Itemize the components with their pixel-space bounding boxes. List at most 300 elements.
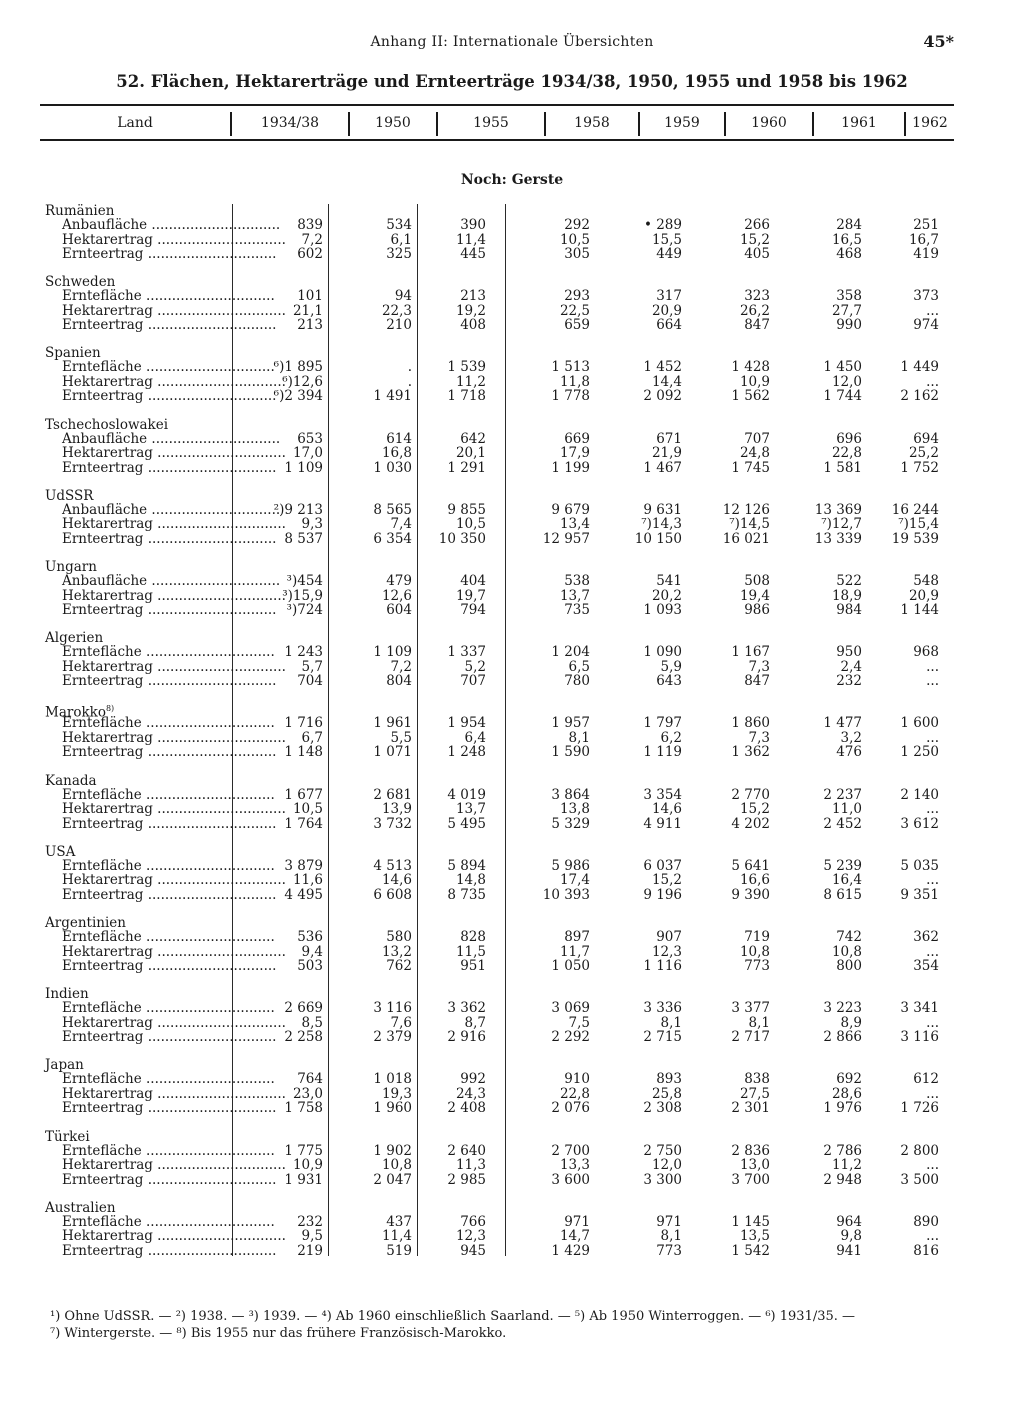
value-cell: 642 <box>460 430 486 447</box>
value-cell: 12,3 <box>651 943 682 960</box>
value-cell: 719 <box>744 929 770 945</box>
country-name-text: UdSSR <box>45 487 94 504</box>
value-cell: 19 539 <box>891 530 939 547</box>
column-separator <box>724 112 726 136</box>
footnote-marker: 8) <box>105 704 115 714</box>
value-cell: 5 329 <box>551 815 590 832</box>
top-rule <box>40 104 954 106</box>
value-cell: 1 752 <box>900 459 939 476</box>
value-cell: 971 <box>656 1213 682 1230</box>
value-cell: 986 <box>744 602 770 618</box>
value-cell: 519 <box>386 1242 412 1259</box>
value-cell: 9 390 <box>731 886 770 903</box>
value-cell: 3 377 <box>731 1000 770 1017</box>
value-cell: 5,5 <box>390 729 412 746</box>
value-cell: 773 <box>744 958 770 974</box>
value-cell: 7,6 <box>390 1014 412 1031</box>
value-cell: 1 677 <box>284 786 323 803</box>
leader-dots: .............................. <box>143 1171 277 1188</box>
value-cell: • 289 <box>643 217 682 233</box>
value-cell: 1 764 <box>284 815 323 832</box>
column-header-year: 1959 <box>664 115 700 131</box>
value-cell: 437 <box>386 1213 412 1230</box>
value-cell: 8,1 <box>568 729 590 746</box>
leader-dots: .............................. <box>152 1157 286 1174</box>
value-cell: ... <box>926 1014 939 1031</box>
value-cell: 3,2 <box>840 729 862 746</box>
value-cell: 2 681 <box>373 786 412 803</box>
value-cell: ³)724 <box>286 602 323 618</box>
country-block <box>0 560 1024 624</box>
leader-dots: .............................. <box>141 1071 275 1088</box>
measure-label-text: Erntefläche <box>62 857 142 874</box>
value-cell: 16,8 <box>381 445 412 462</box>
value-cell: 3 354 <box>643 786 682 803</box>
value-cell: 742 <box>836 929 862 945</box>
value-cell: 1 119 <box>643 744 682 761</box>
value-cell: 19,7 <box>455 587 486 604</box>
value-cell: 292 <box>564 217 590 233</box>
value-cell: 8 565 <box>373 501 412 518</box>
value-cell: 1 429 <box>551 1242 590 1259</box>
value-cell: 27,5 <box>739 1085 770 1102</box>
value-cell: 7,2 <box>301 231 323 248</box>
value-cell: 9 855 <box>447 501 486 518</box>
value-cell: 419 <box>913 246 939 262</box>
value-cell: 8,1 <box>660 1014 682 1031</box>
measure-label-text: Hektarertrag <box>62 516 153 533</box>
measure-label-text: Hektarertrag <box>62 729 153 746</box>
value-cell: 19,2 <box>455 302 486 319</box>
value-cell: 10,5 <box>292 801 323 818</box>
value-cell: 9 631 <box>643 501 682 518</box>
value-cell: 2 948 <box>823 1171 862 1188</box>
value-cell: 1 513 <box>551 359 590 376</box>
value-cell: 3 732 <box>373 815 412 832</box>
value-cell: 11,4 <box>455 231 486 248</box>
running-head: Anhang II: Internationale Übersichten <box>370 34 654 50</box>
value-cell: 12,6 <box>381 587 412 604</box>
value-cell: 476 <box>836 744 862 761</box>
value-cell: 4 202 <box>731 815 770 832</box>
value-cell: 548 <box>913 573 939 589</box>
country-name-text: USA <box>45 843 76 860</box>
value-cell: 10 393 <box>542 886 590 903</box>
value-cell: 1 362 <box>731 744 770 761</box>
value-cell: ³)15,9 <box>282 587 323 604</box>
country-name-text: Rumänien <box>45 203 115 219</box>
value-cell: 1 144 <box>900 602 939 618</box>
measure-label-text: Ernteertrag <box>62 1029 144 1046</box>
value-cell: 305 <box>564 246 590 262</box>
value-cell: 990 <box>836 317 862 334</box>
value-cell: 101 <box>297 288 323 305</box>
section-label: Noch: Gerste <box>460 172 564 188</box>
leader-dots: .............................. <box>141 929 275 945</box>
value-cell: . <box>407 373 412 390</box>
value-cell: 1 976 <box>823 1100 862 1117</box>
value-cell: 735 <box>564 602 590 618</box>
value-cell: 5 894 <box>447 857 486 874</box>
value-cell: 696 <box>836 430 862 447</box>
measure-label <box>62 530 277 547</box>
value-cell: 6,2 <box>660 729 682 746</box>
value-cell: 2 379 <box>373 1029 412 1046</box>
value-cell: ... <box>926 729 939 746</box>
country-name-text: Tschechoslowakei <box>45 416 169 433</box>
column-header-year: 1961 <box>841 115 877 131</box>
value-cell: 23,0 <box>292 1085 323 1102</box>
country-name-text: Indien <box>45 986 89 1003</box>
value-cell: 694 <box>913 430 939 447</box>
value-cell: 538 <box>564 573 590 589</box>
value-cell: 325 <box>386 246 412 262</box>
value-cell: 1 716 <box>284 715 323 732</box>
value-cell: ⁷)14,5 <box>729 516 770 533</box>
value-cell: 3 223 <box>823 1000 862 1017</box>
value-cell: 266 <box>744 217 770 233</box>
measure-label-text: Ernteertrag <box>62 958 144 974</box>
value-cell: 8,1 <box>748 1014 770 1031</box>
value-cell: 1 109 <box>373 644 412 661</box>
leader-dots: .............................. <box>141 1213 275 1230</box>
value-cell: 293 <box>564 288 590 305</box>
leader-dots: .............................. <box>152 516 286 533</box>
value-cell: 13 339 <box>814 530 862 547</box>
value-cell: 508 <box>744 573 770 589</box>
column-header-year: 1950 <box>375 115 411 131</box>
measure-label-text: Ernteertrag <box>62 602 144 618</box>
value-cell: 1 167 <box>731 644 770 661</box>
leader-dots: .............................. <box>143 388 277 405</box>
value-cell: 5 986 <box>551 857 590 874</box>
value-cell: ... <box>926 373 939 390</box>
measure-label <box>62 1014 286 1031</box>
value-cell: 13,9 <box>381 801 412 818</box>
leader-dots: .............................. <box>147 501 281 518</box>
value-cell: 3 362 <box>447 1000 486 1017</box>
value-cell: 1 954 <box>447 715 486 732</box>
column-separator <box>544 112 546 136</box>
value-cell: 213 <box>297 317 323 334</box>
leader-dots: .............................. <box>141 359 275 376</box>
value-cell: 5,2 <box>464 658 486 675</box>
value-cell: 20,2 <box>651 587 682 604</box>
leader-dots: .............................. <box>143 530 277 547</box>
country-block <box>0 702 1024 766</box>
value-cell: ... <box>926 943 939 960</box>
measure-label <box>62 673 277 690</box>
value-cell: ⁷)15,4 <box>898 516 939 533</box>
country-name <box>45 1130 90 1144</box>
value-cell: 6,4 <box>464 729 486 746</box>
country-name <box>45 1201 116 1215</box>
measure-label-text: Ernteertrag <box>62 1242 144 1259</box>
value-cell: 669 <box>564 430 590 447</box>
value-cell: 4 019 <box>447 786 486 803</box>
value-cell: 9,5 <box>301 1228 323 1245</box>
measure-label-text: Anbaufläche <box>62 573 148 589</box>
measure-label <box>62 929 275 945</box>
value-cell: 9 679 <box>551 501 590 518</box>
value-cell: 1 291 <box>447 459 486 476</box>
value-cell: 536 <box>297 929 323 945</box>
value-cell: 1 957 <box>551 715 590 732</box>
country-name-text: Ungarn <box>45 559 97 575</box>
value-cell: 707 <box>460 673 486 690</box>
value-cell: 21,1 <box>292 302 323 319</box>
measure-label-text: Ernteertrag <box>62 744 144 761</box>
measure-label <box>62 587 286 604</box>
measure-label-text: Ernteertrag <box>62 388 144 405</box>
value-cell: 16,7 <box>908 231 939 248</box>
country-name <box>45 987 89 1001</box>
value-cell: 1 961 <box>373 715 412 732</box>
value-cell: 522 <box>836 573 862 589</box>
measure-label-text: Ernteertrag <box>62 815 144 832</box>
value-cell: 232 <box>836 673 862 690</box>
value-cell: 219 <box>297 1242 323 1259</box>
value-cell: 6,1 <box>390 231 412 248</box>
country-block <box>0 845 1024 909</box>
value-cell: 468 <box>836 246 862 262</box>
value-cell: 6,7 <box>301 729 323 746</box>
measure-label <box>62 602 277 618</box>
value-cell: 3 069 <box>551 1000 590 1017</box>
leader-dots: .............................. <box>141 1142 275 1159</box>
footnote-line: ¹) Ohne UdSSR. — ²) 1938. — ³) 1939. — ⁴) Ab 1960 einschließlich Saarland. — ⁵) Ab 1950 Winterroggen. — ⁶) 1931/35. — <box>50 1309 856 1324</box>
value-cell: 10,5 <box>455 516 486 533</box>
leader-dots: .............................. <box>143 744 277 761</box>
country-name-text: Schweden <box>45 274 116 291</box>
value-cell: ³)454 <box>286 573 323 589</box>
value-cell: 1 148 <box>284 744 323 761</box>
value-cell: 2 750 <box>643 1142 682 1159</box>
country-name <box>45 346 101 360</box>
measure-label-text: Hektarertrag <box>62 587 153 604</box>
measure-label <box>62 459 277 476</box>
leader-dots: .............................. <box>143 673 277 690</box>
value-cell: 16 021 <box>722 530 770 547</box>
value-cell: 1 902 <box>373 1142 412 1159</box>
value-cell: 10 150 <box>634 530 682 547</box>
value-cell: 9,4 <box>301 943 323 960</box>
measure-label-text: Hektarertrag <box>62 943 153 960</box>
value-cell: 1 758 <box>284 1100 323 1117</box>
value-cell: 12 126 <box>722 501 770 518</box>
value-cell: 13 369 <box>814 501 862 518</box>
value-cell: ⁷)12,7 <box>821 516 862 533</box>
value-cell: 11,2 <box>831 1157 862 1174</box>
value-cell: 7,3 <box>748 658 770 675</box>
value-cell: 893 <box>656 1071 682 1088</box>
column-header-year: 1955 <box>473 115 509 131</box>
footnotes <box>50 1308 980 1342</box>
value-cell: 839 <box>297 217 323 233</box>
leader-dots: .............................. <box>152 801 286 818</box>
value-cell: 8,5 <box>301 1014 323 1031</box>
footnote-line: ⁷) Wintergerste. — ⁸) Bis 1955 nur das frühere Französisch-Marokko. <box>50 1326 507 1341</box>
measure-label <box>62 445 286 462</box>
value-cell: 3 600 <box>551 1171 590 1188</box>
value-cell: 604 <box>386 602 412 618</box>
value-cell: ⁶)1 895 <box>273 359 323 376</box>
measure-label <box>62 1142 275 1159</box>
country-name-text: Türkei <box>45 1128 90 1145</box>
measure-label <box>62 1213 275 1230</box>
measure-label <box>62 1029 277 1046</box>
value-cell: 362 <box>913 929 939 945</box>
value-cell: 5 641 <box>731 857 770 874</box>
country-block <box>0 916 1024 980</box>
value-cell: 2 700 <box>551 1142 590 1159</box>
value-cell: 24,8 <box>739 445 770 462</box>
value-cell: 19,3 <box>381 1085 412 1102</box>
measure-label <box>62 573 281 589</box>
value-cell: 1 600 <box>900 715 939 732</box>
value-cell: 317 <box>656 288 682 305</box>
leader-dots: .............................. <box>152 943 286 960</box>
leader-dots: .............................. <box>152 445 286 462</box>
measure-label <box>62 359 275 376</box>
value-cell: 6 608 <box>373 886 412 903</box>
value-cell: 8 615 <box>823 886 862 903</box>
measure-label <box>62 317 277 334</box>
measure-label <box>62 217 281 233</box>
value-cell: 1 452 <box>643 359 682 376</box>
country-block <box>0 1130 1024 1194</box>
value-cell: 1 337 <box>447 644 486 661</box>
value-cell: ... <box>926 872 939 889</box>
value-cell: 22,5 <box>559 302 590 319</box>
value-cell: 1 018 <box>373 1071 412 1088</box>
value-cell: 2 669 <box>284 1000 323 1017</box>
value-cell: 2 717 <box>731 1029 770 1046</box>
measure-label-text: Hektarertrag <box>62 872 153 889</box>
value-cell: 1 116 <box>643 958 682 974</box>
value-cell: . <box>407 359 412 376</box>
value-cell: 17,0 <box>292 445 323 462</box>
country-block <box>0 1058 1024 1122</box>
value-cell: 12,3 <box>455 1228 486 1245</box>
measure-label <box>62 1085 286 1102</box>
value-cell: 449 <box>656 246 682 262</box>
value-cell: 17,9 <box>559 445 590 462</box>
value-cell: 13,4 <box>559 516 590 533</box>
value-cell: 10,8 <box>739 943 770 960</box>
leader-dots: .............................. <box>147 430 281 447</box>
value-cell: 541 <box>656 573 682 589</box>
column-header-year: 1934/38 <box>260 115 320 131</box>
value-cell: 2 301 <box>731 1100 770 1117</box>
value-cell: 2 408 <box>447 1100 486 1117</box>
value-cell: 1 775 <box>284 1142 323 1159</box>
measure-label <box>62 501 281 518</box>
value-cell: 4 513 <box>373 857 412 874</box>
value-cell: 1 744 <box>823 388 862 405</box>
value-cell: 22,3 <box>381 302 412 319</box>
value-cell: ... <box>926 1228 939 1245</box>
value-cell: 614 <box>386 430 412 447</box>
measure-label <box>62 943 286 960</box>
leader-dots: .............................. <box>141 288 275 305</box>
value-cell: 1 491 <box>373 388 412 405</box>
value-cell: 373 <box>913 288 939 305</box>
value-cell: 9 196 <box>643 886 682 903</box>
value-cell: 1 248 <box>447 744 486 761</box>
measure-label-text: Hektarertrag <box>62 1085 153 1102</box>
value-cell: 14,8 <box>455 872 486 889</box>
measure-label-text: Hektarertrag <box>62 1014 153 1031</box>
column-separator <box>638 112 640 136</box>
measure-label-text: Erntefläche <box>62 644 142 661</box>
measure-label-text: Hektarertrag <box>62 1157 153 1174</box>
value-cell: 692 <box>836 1071 862 1088</box>
value-cell: 602 <box>297 246 323 262</box>
value-cell: 11,8 <box>559 373 590 390</box>
value-cell: 11,5 <box>455 943 486 960</box>
value-cell: 1 562 <box>731 388 770 405</box>
value-cell: 1 726 <box>900 1100 939 1117</box>
value-cell: 2 292 <box>551 1029 590 1046</box>
measure-label <box>62 373 286 390</box>
measure-label <box>62 1071 275 1088</box>
country-name-text: Argentinien <box>45 915 126 931</box>
value-cell: 445 <box>460 246 486 262</box>
country-name <box>45 845 75 859</box>
country-name-text: Algerien <box>45 630 104 647</box>
value-cell: 15,5 <box>651 231 682 248</box>
measure-label <box>62 715 275 732</box>
value-cell: 1 050 <box>551 958 590 974</box>
country-block <box>0 987 1024 1051</box>
measure-label-text: Hektarertrag <box>62 1228 153 1245</box>
value-cell: 1 539 <box>447 359 486 376</box>
column-separator <box>904 112 906 136</box>
value-cell: 941 <box>836 1242 862 1259</box>
value-cell: 1 243 <box>284 644 323 661</box>
measure-label <box>62 288 275 305</box>
country-name <box>45 560 97 574</box>
value-cell: 3 500 <box>900 1171 939 1188</box>
value-cell: 612 <box>913 1071 939 1088</box>
measure-label <box>62 815 277 832</box>
value-cell: 10,5 <box>559 231 590 248</box>
value-cell: 816 <box>913 1242 939 1259</box>
value-cell: 1 778 <box>551 388 590 405</box>
value-cell: 14,7 <box>559 1228 590 1245</box>
value-cell: 2 452 <box>823 815 862 832</box>
leader-dots: .............................. <box>147 573 281 589</box>
value-cell: 992 <box>460 1071 486 1088</box>
value-cell: 358 <box>836 288 862 305</box>
value-cell: 1 204 <box>551 644 590 661</box>
value-cell: 10,8 <box>831 943 862 960</box>
leader-dots: .............................. <box>143 1100 277 1117</box>
leader-dots: .............................. <box>141 857 275 874</box>
value-cell: 1 477 <box>823 715 862 732</box>
leader-dots: .............................. <box>141 786 275 803</box>
value-cell: 847 <box>744 317 770 334</box>
measure-label <box>62 729 286 746</box>
measure-label-text: Hektarertrag <box>62 658 153 675</box>
value-cell: 3 116 <box>373 1000 412 1017</box>
value-cell: 10,9 <box>739 373 770 390</box>
country-name-text: Japan <box>45 1057 84 1074</box>
value-cell: 762 <box>386 958 412 974</box>
value-cell: 15,2 <box>739 801 770 818</box>
measure-label <box>62 302 286 319</box>
